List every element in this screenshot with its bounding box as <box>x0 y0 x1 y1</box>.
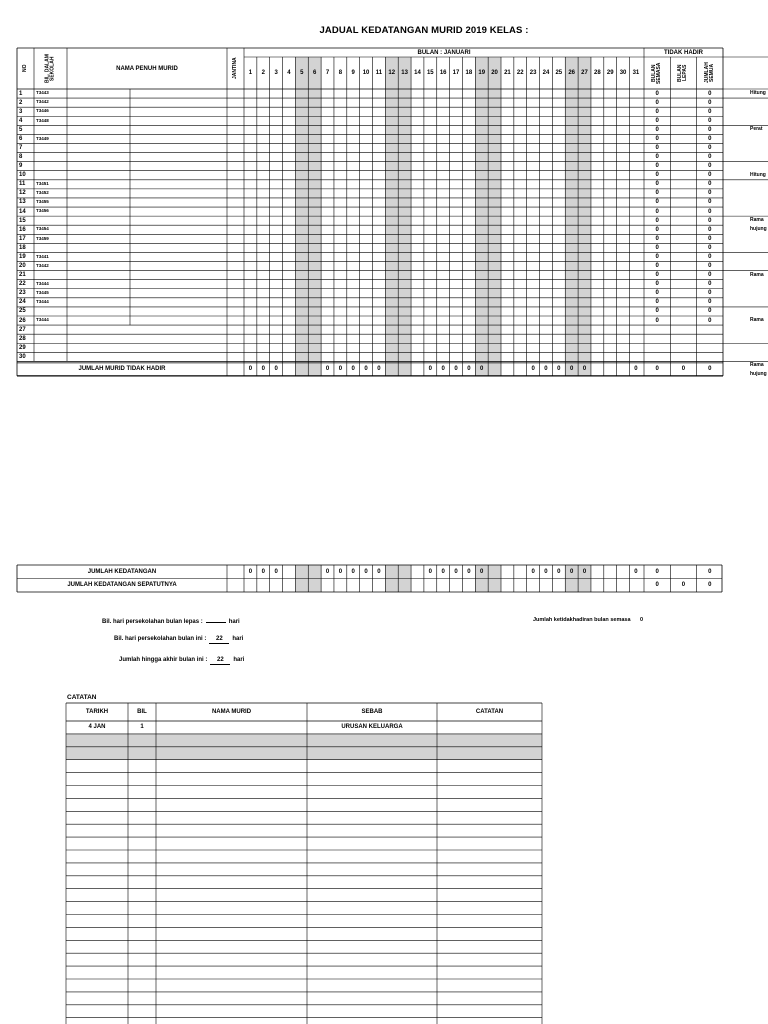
student-id[interactable] <box>34 334 67 343</box>
absent-current-month: 0 <box>655 163 659 170</box>
absent-current-month: 0 <box>655 181 659 188</box>
info-absence-current-value: 0 <box>640 617 644 623</box>
student-id[interactable] <box>34 325 67 334</box>
student-id[interactable]: T3454 <box>36 226 49 232</box>
side-note-label: Hitung <box>750 171 766 178</box>
absent-current-month: 0 <box>655 90 659 97</box>
row-number: 5 <box>19 126 23 133</box>
absent-current-month: 0 <box>655 190 659 197</box>
student-id[interactable]: T3445 <box>36 290 49 296</box>
absent-total: 0 <box>708 272 712 279</box>
row-number: 25 <box>19 308 26 315</box>
absent-current-month <box>644 352 670 361</box>
student-id[interactable]: T3451 <box>36 181 49 187</box>
absent-total: 0 <box>708 117 712 124</box>
student-id[interactable]: T3443 <box>36 90 49 96</box>
header-absent-col: BULAN LEPAS <box>677 64 689 82</box>
student-id[interactable]: T3446 <box>36 108 49 114</box>
notes-cell-catatan[interactable] <box>437 721 542 734</box>
absent-current-month <box>644 343 670 352</box>
absent-total: 0 <box>708 290 712 297</box>
day-header-3: 3 <box>274 70 278 76</box>
total-absent-day-value: 0 <box>261 366 265 373</box>
day-header-4: 4 <box>287 70 291 76</box>
student-id[interactable]: T3448 <box>36 117 49 123</box>
notes-title: CATATAN <box>67 694 97 701</box>
day-header-22: 22 <box>516 70 524 76</box>
row-number: 24 <box>19 299 26 306</box>
notes-cell-tarikh[interactable]: 4 JAN <box>88 724 106 731</box>
kedatangan-day-value: 0 <box>377 568 381 575</box>
student-id[interactable]: T3444 <box>36 280 49 286</box>
page-title: JADUAL KEDATANGAN MURID 2019 KELAS : <box>319 25 529 36</box>
notes-header-1: BIL <box>137 709 147 715</box>
absent-total <box>697 352 723 361</box>
info-unit: hari <box>232 636 244 642</box>
weekend-shade-col <box>295 57 308 376</box>
absent-total: 0 <box>708 317 712 324</box>
total-absent-day-value: 0 <box>428 366 432 373</box>
day-header-6: 6 <box>313 70 317 76</box>
absent-current-month <box>644 334 670 343</box>
kedatangan-total: 0 <box>655 568 659 575</box>
absent-total: 0 <box>708 172 712 179</box>
weekend-shade-col <box>488 57 501 376</box>
student-id[interactable]: T3452 <box>36 190 49 196</box>
row-number: 20 <box>19 263 26 270</box>
info-absence-current-label: Jumlah ketidakhadiran bulan semasa <box>533 617 631 623</box>
kedatangan-day-value: 0 <box>351 568 355 575</box>
notes-cell-sebab[interactable]: URUSAN KELUARGA <box>341 724 403 731</box>
absent-total: 0 <box>708 253 712 260</box>
side-note-label: hujung <box>750 226 767 233</box>
day-header-26: 26 <box>568 70 576 76</box>
kedatangan-day-value: 0 <box>454 568 458 575</box>
total-absent-day-value: 0 <box>454 366 458 373</box>
total-absent-day-value: 0 <box>531 366 535 373</box>
row-number: 2 <box>19 99 23 106</box>
day-header-18: 18 <box>465 70 473 76</box>
day-header-11: 11 <box>375 70 383 76</box>
info-unit: hari <box>233 657 245 663</box>
total-absent-day-value: 0 <box>364 366 368 373</box>
absent-total: 0 <box>708 263 712 270</box>
header-absent-col: BULAN SEMASA <box>650 62 663 84</box>
jumlah-sepatutnya-label: JUMLAH KEDATANGAN SEPATUTNYA <box>67 582 177 589</box>
row-number: 6 <box>19 135 23 142</box>
side-note-label: Rama <box>750 217 764 224</box>
day-header-1: 1 <box>248 70 253 76</box>
info-absence-current <box>533 617 643 623</box>
student-id[interactable]: T3459 <box>36 235 49 241</box>
absent-current-month: 0 <box>655 117 659 124</box>
absent-current-month: 0 <box>655 299 659 306</box>
absent-total: 0 <box>708 181 712 188</box>
side-note-label: Rama <box>750 362 764 369</box>
absent-total: 0 <box>708 235 712 242</box>
day-header-13: 13 <box>401 70 408 76</box>
row-number: 7 <box>19 145 23 151</box>
kedatangan-total: 0 <box>708 568 712 575</box>
day-header-20: 20 <box>491 70 498 76</box>
absent-current-month: 0 <box>655 290 659 297</box>
row-number: 10 <box>19 172 26 179</box>
day-header-9: 9 <box>351 70 355 76</box>
student-id[interactable] <box>34 216 67 225</box>
total-absent-day-value: 0 <box>377 366 381 373</box>
student-id[interactable] <box>34 352 67 361</box>
notes-cell-nama[interactable] <box>156 721 307 734</box>
notes-cell-bil[interactable]: 1 <box>140 724 144 731</box>
total-absent-day-value: 0 <box>570 366 574 373</box>
weekend-shade-col <box>398 57 411 376</box>
weekend-shade-col <box>578 57 591 376</box>
row-number: 28 <box>19 335 26 342</box>
header-nama-penuh-murid: NAMA PENUH MURID <box>116 65 178 72</box>
weekend-shade-col <box>565 57 578 376</box>
row-number: 27 <box>19 326 26 333</box>
student-id[interactable]: T3441 <box>36 253 49 259</box>
sepatutnya-total: 0 <box>655 582 659 589</box>
notes-header-2: NAMA MURID <box>211 709 252 715</box>
row-number: 19 <box>19 253 26 260</box>
absent-total: 0 <box>708 108 712 115</box>
absent-total: 0 <box>708 163 712 170</box>
side-note-label: Rama <box>750 317 764 323</box>
row-number: 21 <box>19 272 26 279</box>
absent-total: 0 <box>708 135 712 142</box>
total-absent-day-value: 0 <box>467 366 471 373</box>
student-id[interactable] <box>34 162 67 171</box>
total-absent-sum-value: 0 <box>708 366 712 373</box>
total-absent-day-value: 0 <box>480 366 484 373</box>
row-number: 22 <box>19 281 26 288</box>
absent-current-month: 0 <box>655 244 659 251</box>
info-total-to-date-value[interactable]: 22 <box>210 657 230 665</box>
info-days-last-month-label: Bil. hari persekolahan bulan lepas : <box>102 619 203 625</box>
total-absent-sum-value: 0 <box>655 366 659 373</box>
absent-current-month: 0 <box>655 199 659 206</box>
day-header-5: 5 <box>300 70 304 76</box>
total-absent-sum-value: 0 <box>681 366 686 373</box>
absent-current-month: 0 <box>655 281 659 288</box>
absent-current-month: 0 <box>655 126 659 133</box>
notes-header-3: SEBAB <box>361 709 383 715</box>
header-bil-dalam-sekolah: BIL. DALAM SEKOLAH <box>44 54 56 83</box>
total-absent-day-value: 0 <box>441 366 445 373</box>
notes-grid <box>66 703 542 1024</box>
absent-current-month: 0 <box>655 217 659 224</box>
absent-total <box>697 334 723 343</box>
absent-total: 0 <box>708 145 712 151</box>
total-absent-day-value: 0 <box>582 366 587 373</box>
student-id[interactable] <box>34 153 67 162</box>
day-header-16: 16 <box>439 70 447 76</box>
total-absent-day-value: 0 <box>325 366 330 373</box>
day-header-12: 12 <box>388 70 396 76</box>
header-tidak-hadir: TIDAK HADIR <box>664 49 703 56</box>
absent-total: 0 <box>708 244 712 251</box>
total-absent-day-value: 0 <box>338 366 343 373</box>
info-days-last-month-value[interactable] <box>206 622 226 623</box>
sepatutnya-total: 0 <box>708 582 712 589</box>
attendance-summary-table <box>17 565 722 603</box>
absent-total <box>697 325 723 334</box>
absent-current-month: 0 <box>655 172 659 179</box>
kedatangan-day-value: 0 <box>428 568 432 575</box>
row-number: 15 <box>19 217 26 224</box>
absent-current-month: 0 <box>655 235 659 242</box>
day-header-31: 31 <box>632 70 640 76</box>
side-note-label: hujung <box>750 371 767 378</box>
weekend-shade-col <box>475 57 488 376</box>
student-id[interactable] <box>34 343 67 352</box>
row-number: 23 <box>19 290 26 297</box>
absent-total: 0 <box>708 90 712 97</box>
kedatangan-day-value: 0 <box>274 568 278 575</box>
absent-total: 0 <box>708 226 712 233</box>
absent-current-month: 0 <box>655 263 659 270</box>
row-number: 16 <box>19 226 26 233</box>
weekend-shade-col <box>385 57 398 376</box>
day-header-10: 10 <box>362 70 370 76</box>
absent-current-month <box>644 325 670 334</box>
absent-total: 0 <box>708 99 712 106</box>
absent-current-month: 0 <box>655 253 659 260</box>
header-absent-col: JUMLAH SEMUA <box>703 62 715 84</box>
day-header-21: 21 <box>504 70 511 76</box>
day-header-27: 27 <box>581 70 588 76</box>
absent-total: 0 <box>708 154 712 161</box>
kedatangan-day-value: 0 <box>467 568 471 575</box>
student-id[interactable]: T3449 <box>36 135 49 141</box>
kedatangan-day-value: 0 <box>338 568 343 575</box>
notes-header-0: TARIKH <box>85 709 109 715</box>
absent-current-month: 0 <box>655 208 659 215</box>
student-id[interactable] <box>34 243 67 252</box>
total-absent-day-value: 0 <box>544 366 548 373</box>
info-days-this-month-label: Bil. hari persekolahan bulan ini : <box>114 636 207 642</box>
absent-current-month: 0 <box>655 272 659 279</box>
kedatangan-day-value: 0 <box>261 568 265 575</box>
absent-total: 0 <box>708 199 712 206</box>
total-absent-day-value: 0 <box>351 366 355 373</box>
weekend-shade-col <box>308 57 321 376</box>
kedatangan-day-value: 0 <box>325 568 330 575</box>
absent-total: 0 <box>708 126 712 133</box>
student-id[interactable]: T3442 <box>36 99 49 105</box>
student-id[interactable] <box>34 171 67 180</box>
attendance-table <box>17 48 768 522</box>
student-id[interactable]: T3456 <box>36 208 49 214</box>
absent-total: 0 <box>708 281 712 288</box>
student-id[interactable]: T3455 <box>36 199 49 205</box>
absent-current-month: 0 <box>655 145 659 151</box>
row-number: 9 <box>19 163 23 170</box>
day-header-30: 30 <box>619 70 627 76</box>
kedatangan-day-value: 0 <box>248 568 253 575</box>
day-header-23: 23 <box>529 70 537 76</box>
row-number: 3 <box>19 108 23 115</box>
kedatangan-total <box>670 565 696 579</box>
jumlah-kedatangan-label: JUMLAH KEDATANGAN <box>87 568 157 575</box>
absent-current-month: 0 <box>655 135 659 142</box>
absent-current-month: 0 <box>655 154 659 161</box>
day-header-29: 29 <box>606 70 614 76</box>
absent-total: 0 <box>708 217 712 224</box>
total-absent-label: JUMLAH MURID TIDAK HADIR <box>78 366 166 373</box>
absent-total <box>697 343 723 352</box>
absent-current-month: 0 <box>655 99 659 106</box>
day-header-2: 2 <box>261 70 265 76</box>
day-header-15: 15 <box>426 70 434 76</box>
student-id[interactable] <box>34 125 67 134</box>
day-header-19: 19 <box>478 70 486 76</box>
student-id[interactable]: T3444 <box>36 299 49 305</box>
absent-current-month: 0 <box>655 108 659 115</box>
total-absent-day-value: 0 <box>634 366 638 373</box>
info-total-to-date-label: Jumlah hingga akhir bulan ini : <box>119 657 208 663</box>
info-days-this-month-value[interactable]: 22 <box>209 636 229 644</box>
info-days-this-month <box>114 636 243 644</box>
row-number: 14 <box>19 208 26 215</box>
kedatangan-day-value: 0 <box>544 568 548 575</box>
kedatangan-day-value: 0 <box>480 568 484 575</box>
kedatangan-day-value: 0 <box>364 568 368 575</box>
row-number: 30 <box>19 353 26 360</box>
kedatangan-day-value: 0 <box>570 568 574 575</box>
day-header-17: 17 <box>452 70 460 76</box>
total-absent-day-value: 0 <box>557 366 561 373</box>
day-header-8: 8 <box>338 70 343 76</box>
info-unit: hari <box>228 619 240 625</box>
absent-total: 0 <box>708 299 712 306</box>
side-note-label: Perat <box>750 126 763 133</box>
row-number: 26 <box>19 317 26 324</box>
notes-header-4: CATATAN <box>475 709 504 715</box>
row-number: 29 <box>19 344 26 351</box>
row-number: 13 <box>19 199 26 206</box>
day-header-24: 24 <box>542 70 550 76</box>
day-header-7: 7 <box>325 70 330 76</box>
absent-total: 0 <box>708 190 712 197</box>
notes-table <box>66 703 542 1024</box>
info-days-last-month <box>102 619 240 625</box>
day-header-14: 14 <box>414 70 421 76</box>
day-header-25: 25 <box>555 70 563 76</box>
kedatangan-day-value: 0 <box>531 568 535 575</box>
kedatangan-day-value: 0 <box>441 568 445 575</box>
side-note-label: Rama <box>750 271 764 278</box>
kedatangan-day-value: 0 <box>634 568 638 575</box>
info-total-to-date <box>119 657 244 665</box>
total-absent-day-value: 0 <box>274 366 278 373</box>
student-id[interactable] <box>34 307 67 316</box>
absent-current-month: 0 <box>655 308 659 315</box>
row-number: 1 <box>19 90 23 97</box>
side-note-label: Hitung <box>750 90 766 96</box>
total-absent-day-value: 0 <box>248 366 253 373</box>
row-number: 11 <box>19 181 26 188</box>
absent-total: 0 <box>708 308 712 315</box>
sepatutnya-total: 0 <box>681 582 686 589</box>
header-month: BULAN : JANUARI <box>417 49 471 56</box>
absent-current-month: 0 <box>655 317 659 324</box>
kedatangan-day-value: 0 <box>557 568 561 575</box>
student-id[interactable] <box>34 271 67 280</box>
absent-current-month: 0 <box>655 226 659 233</box>
row-number: 12 <box>19 190 26 197</box>
header-jantina: JANTINA <box>231 57 238 80</box>
student-id[interactable]: T3444 <box>36 317 49 323</box>
row-number: 18 <box>19 244 26 251</box>
student-id[interactable] <box>34 143 67 152</box>
day-header-28: 28 <box>594 70 601 76</box>
kedatangan-day-value: 0 <box>582 568 587 575</box>
row-number: 4 <box>19 117 23 124</box>
row-number: 17 <box>19 235 26 242</box>
row-number: 8 <box>19 154 23 161</box>
header-no: NO <box>21 64 28 73</box>
student-id[interactable]: T3442 <box>36 262 49 268</box>
absent-total: 0 <box>708 208 712 215</box>
